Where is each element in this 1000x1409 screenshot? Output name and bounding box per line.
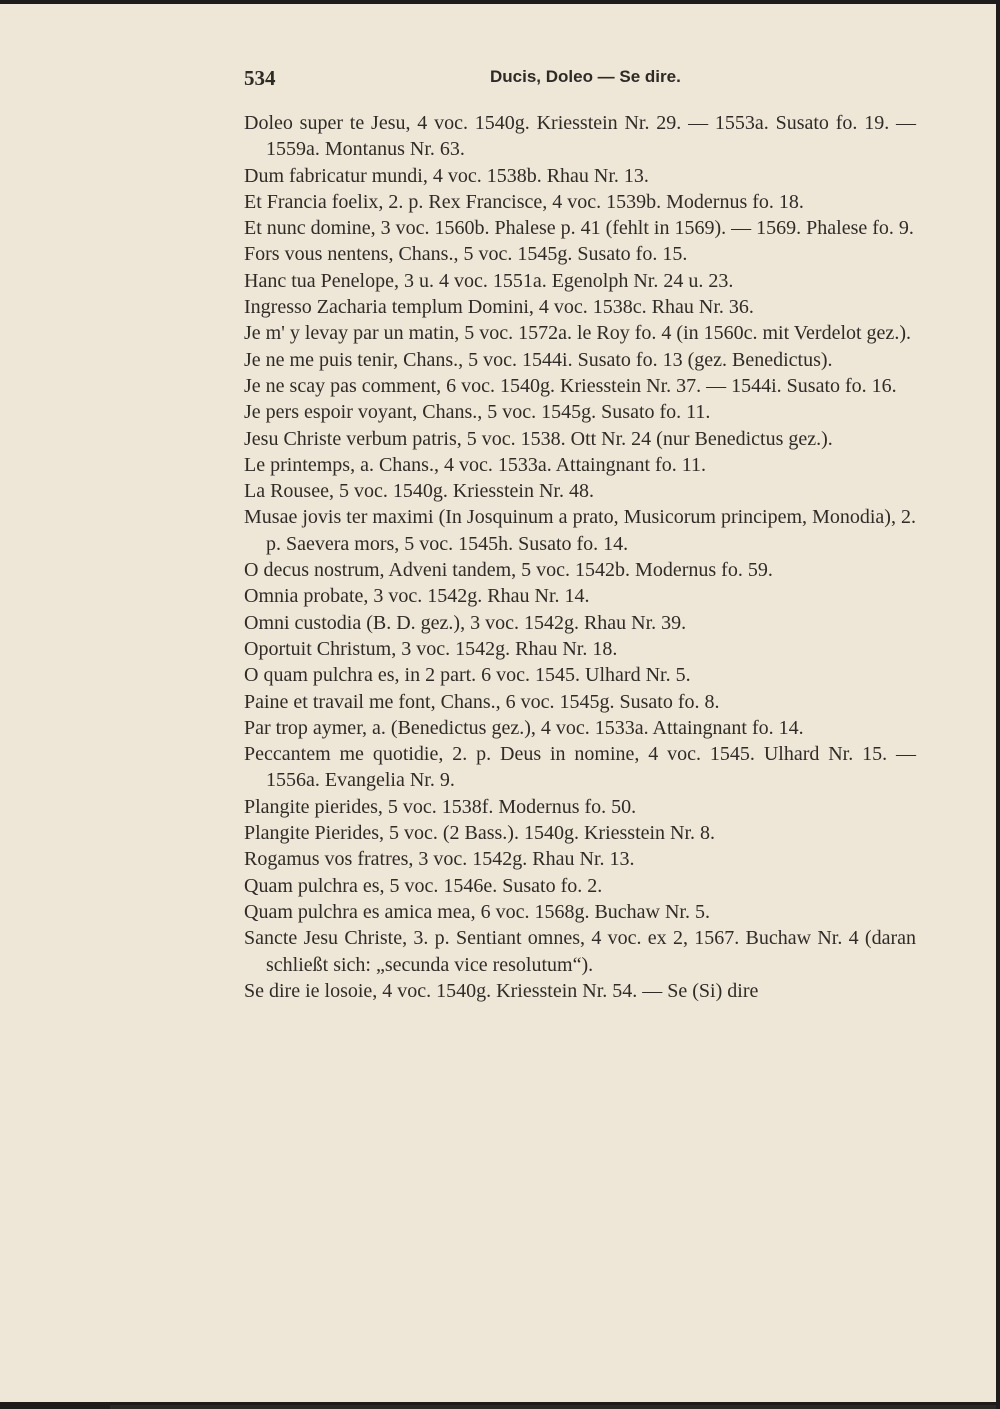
- list-item: Dum fabricatur mundi, 4 voc. 1538b. Rhau Nr. 13.: [244, 164, 649, 187]
- list-item: Hanc tua Penelope, 3 u. 4 voc. 1551a. Egenolph Nr. 24 u. 23.: [244, 269, 734, 292]
- list-item: Et Francia foelix, 2. p. Rex Francisce, 4 voc. 1539b. Modernus fo. 18.: [244, 190, 804, 213]
- list-item: Je ne me puis tenir, Chans., 5 voc. 1544i. Susato fo. 13 (gez. Benedictus).: [244, 348, 833, 371]
- list-item: La Rousee, 5 voc. 1540g. Kriesstein Nr. 48.: [244, 480, 594, 503]
- list-item: Plangite Pierides, 5 voc. (2 Bass.). 1540g. Kriesstein Nr. 8.: [244, 822, 716, 845]
- list-item: Se dire ie losoie, 4 voc. 1540g. Kriesstein Nr. 54. — Se (Si) dire: [244, 979, 759, 1002]
- list-item: Je m' y levay par un matin, 5 voc. 1572a. le Roy fo. 4 (in 1560c. mit Verdelot gez.).: [244, 322, 911, 345]
- list-item: Le printemps, a. Chans., 4 voc. 1533a. Attaingnant fo. 11.: [244, 453, 706, 476]
- list-item: Je pers espoir voyant, Chans., 5 voc. 1545g. Susato fo. 11.: [244, 401, 711, 424]
- running-head: Ducis, Doleo — Se dire.: [490, 67, 681, 86]
- list-item: Oportuit Christum, 3 voc. 1542g. Rhau Nr. 18.: [244, 637, 618, 660]
- list-item: Par trop aymer, a. (Benedictus gez.), 4 voc. 1533a. Attaingnant fo. 14.: [244, 716, 804, 739]
- list-item: Omni custodia (B. D. gez.), 3 voc. 1542g. Rhau Nr. 39.: [244, 611, 687, 634]
- list-item: Musae jovis ter maximi (In Josquinum a prato, Musicorum principem, Monodia), 2. p. Saevera mors, 5 voc. 1545h. Susato fo. 14.: [244, 506, 916, 555]
- list-item: Et nunc domine, 3 voc. 1560b. Phalese p. 41 (fehlt in 1569). — 1569. Phalese fo. 9.: [244, 217, 914, 240]
- list-item: Quam pulchra es, 5 voc. 1546e. Susato fo. 2.: [244, 874, 603, 897]
- list-item: Rogamus vos fratres, 3 voc. 1542g. Rhau Nr. 13.: [244, 848, 635, 871]
- list-item: O quam pulchra es, in 2 part. 6 voc. 1545. Ulhard Nr. 5.: [244, 664, 691, 687]
- list-item: Peccantem me quotidie, 2. p. Deus in nomine, 4 voc. 1545. Ulhard Nr. 15. — 1556a. Evangelia Nr. 9.: [244, 743, 916, 792]
- entry-list: [244, 110, 916, 1004]
- list-item: Fors vous nentens, Chans., 5 voc. 1545g. Susato fo. 15.: [244, 243, 688, 266]
- list-item: Doleo super te Jesu, 4 voc. 1540g. Kriesstein Nr. 29. — 1553a. Susato fo. 19. — 1559a. Montanus Nr. 63.: [244, 112, 916, 161]
- book-page: [0, 4, 996, 1402]
- list-item: Jesu Christe verbum patris, 5 voc. 1538. Ott Nr. 24 (nur Benedictus gez.).: [244, 427, 833, 450]
- page-bottom-edge: [110, 1405, 996, 1409]
- list-item: Paine et travail me font, Chans., 6 voc. 1545g. Susato fo. 8.: [244, 690, 720, 713]
- list-item: Omnia probate, 3 voc. 1542g. Rhau Nr. 14.: [244, 585, 590, 608]
- list-item: Ingresso Zacharia templum Domini, 4 voc. 1538c. Rhau Nr. 36.: [244, 296, 754, 319]
- page-header: [244, 66, 916, 96]
- list-item: Je ne scay pas comment, 6 voc. 1540g. Kriesstein Nr. 37. — 1544i. Susato fo. 16.: [244, 374, 897, 397]
- list-item: Plangite pierides, 5 voc. 1538f. Modernus fo. 50.: [244, 795, 637, 818]
- list-item: O decus nostrum, Adveni tandem, 5 voc. 1542b. Modernus fo. 59.: [244, 559, 773, 582]
- list-item: Quam pulchra es amica mea, 6 voc. 1568g. Buchaw Nr. 5.: [244, 900, 710, 923]
- list-item: Sancte Jesu Christe, 3. p. Sentiant omnes, 4 voc. ex 2, 1567. Buchaw Nr. 4 (daran schließt sich: „secunda vice resolutum“).: [244, 927, 916, 976]
- page-number: 534: [244, 66, 276, 90]
